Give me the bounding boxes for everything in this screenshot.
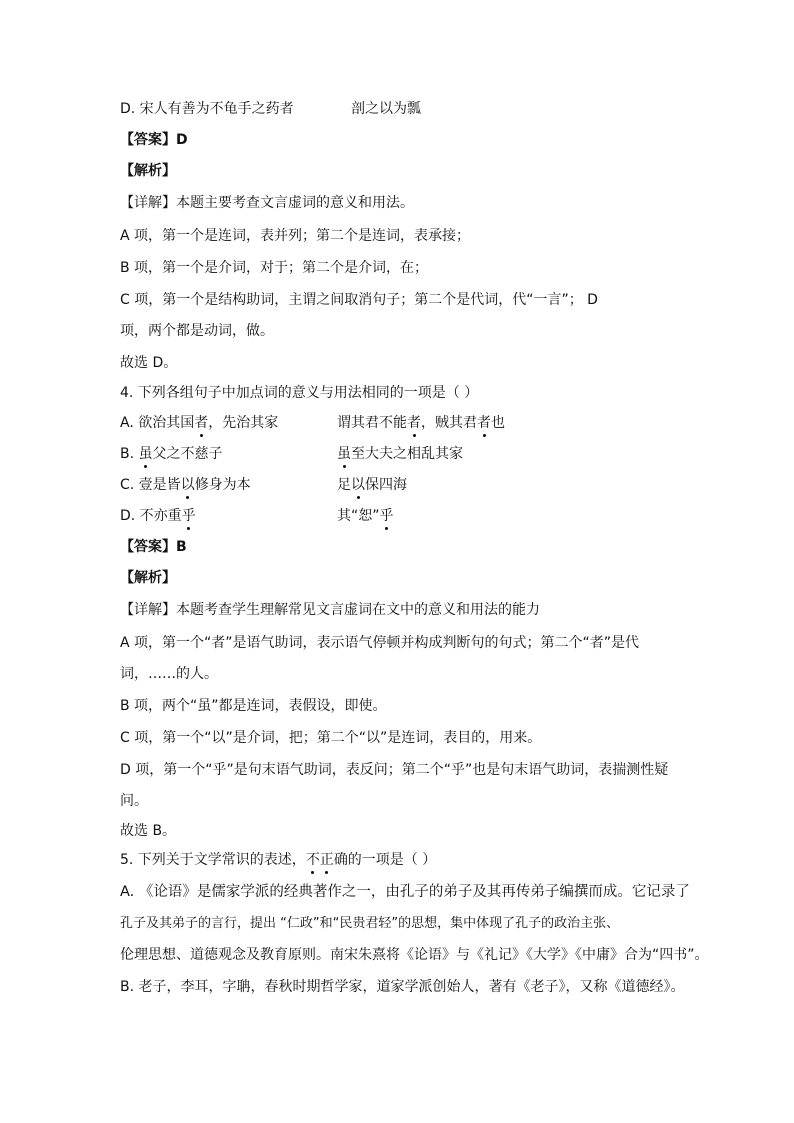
text-fragment: 也	[491, 415, 505, 431]
q3-analysis-heading: 【解析】	[120, 163, 176, 179]
q4-option-b-right	[337, 445, 463, 463]
q4-detail: 【详解】本题考查学生理解常见文言虚词在文中的意义和用法的能力	[120, 602, 540, 618]
emphasis-dot-char: 虽	[138, 446, 153, 462]
q4-item-c: C 项，第一个“以”是介词，把；第二个“以”是连词，表目的，用来。	[120, 730, 542, 746]
text-fragment: 谓其君不能	[337, 415, 407, 431]
emphasis-dot-char: 虽	[337, 446, 351, 462]
emphasis-dot-char: 者	[407, 415, 421, 431]
text-fragment: D. 不亦重	[120, 508, 182, 524]
q5-option-a-line3: 伦理思想、道德观念及教育原则。南宋朱熹将《论语》与《礼记》《大学》《中庸》合为“四书”。	[120, 947, 709, 963]
emphasis-dot-char: 者	[194, 415, 209, 431]
q3-item-d: 项，两个都是动词，做。	[120, 323, 274, 339]
emphasis-dot-char: 乎	[379, 508, 394, 524]
emphasis-dot-char: 不	[305, 852, 320, 868]
q4-option-a-left	[120, 414, 278, 432]
q3-item-b: B 项，第一个是介词，对于；第二个是介词，在；	[120, 260, 429, 276]
q4-item-b: B 项，两个“虽”都是连词，表假设，即使。	[120, 698, 387, 714]
emphasis-dot-char: 乎	[181, 508, 196, 524]
q3-answer: 【答案】D	[120, 132, 188, 148]
q4-conclusion: 故选 B。	[120, 823, 177, 839]
emphasis-dot-char: 者	[477, 415, 491, 431]
q4-analysis-heading: 【解析】	[120, 570, 176, 586]
emphasis-dot-char: 正	[319, 852, 334, 868]
emphasis-dot-char: 以	[180, 477, 195, 493]
q3-item-c: C 项，第一个是结构助词，主谓之间取消句子；第二个是代词，代“一言”； D	[120, 292, 598, 308]
text-fragment: 5. 下列关于文学常识的表述，	[120, 852, 306, 868]
q4-item-a-line2: 词，……的人。	[120, 666, 218, 682]
q3-option-d-right: 剖之以为瓢	[351, 101, 421, 117]
q5-option-a-line1: A. 《论语》是儒家学派的经典著作之一，由孔子的弟子及其再传弟子编撰而成。它记录了	[120, 884, 690, 900]
emphasis-dot-char: 以	[351, 477, 365, 493]
q4-item-a-line1: A 项，第一个“者”是语气助词，表示语气停顿并构成判断句的句式；第二个“者”是代	[120, 635, 640, 651]
text-fragment: ，贼其君	[421, 415, 477, 431]
q4-option-c-right	[337, 476, 407, 494]
text-fragment: 保四海	[365, 477, 407, 493]
text-fragment: 其“恕”	[337, 508, 380, 524]
q3-detail: 【详解】本题主要考查文言虚词的意义和用法。	[120, 195, 414, 211]
text-fragment: 父之不慈子	[152, 446, 223, 462]
text-fragment: C. 壹是皆	[120, 477, 181, 493]
text-fragment: 确的一项是（ ）	[333, 852, 437, 868]
text-fragment: 至大夫之相乱其家	[351, 446, 463, 462]
q3-option-d-left: D. 宋人有善为不龟手之药者	[120, 101, 294, 117]
q5-option-b: B. 老子，李耳，字聃，春秋时期哲学家，道家学派创始人，著有《老子》，又称《道德经》。	[120, 979, 685, 995]
text-fragment: A. 欲治其国	[120, 415, 195, 431]
q3-conclusion: 故选 D。	[120, 355, 178, 371]
q5-option-a-line2: 孔子及其弟子的言行，提出 “仁政”和“民贵君轻”的思想，集中体现了孔子的政治主张、	[120, 916, 620, 931]
text-fragment: ，先治其家	[208, 415, 279, 431]
q4-option-d-right	[337, 507, 394, 525]
q5-stem	[120, 851, 436, 869]
q4-stem: 4. 下列各组句子中加点词的意义与用法相同的一项是（ ）	[120, 385, 479, 401]
q4-option-a-right	[337, 414, 505, 432]
q4-answer: 【答案】B	[120, 539, 187, 555]
q4-option-d-left	[120, 507, 196, 525]
q4-item-d-line2: 问。	[120, 793, 148, 809]
q4-option-b-left	[120, 445, 223, 463]
q4-option-c-left	[120, 476, 251, 494]
text-fragment: 修身为本	[194, 477, 251, 493]
q3-item-a: A 项，第一个是连词，表并列；第二个是连词，表承接；	[120, 228, 471, 244]
text-fragment: 足	[337, 477, 351, 493]
q4-item-d-line1: D 项，第一个“乎”是句末语气助词，表反问；第二个“乎”也是句末语气助词，表揣测性疑	[120, 762, 669, 778]
text-fragment: B.	[120, 446, 139, 462]
